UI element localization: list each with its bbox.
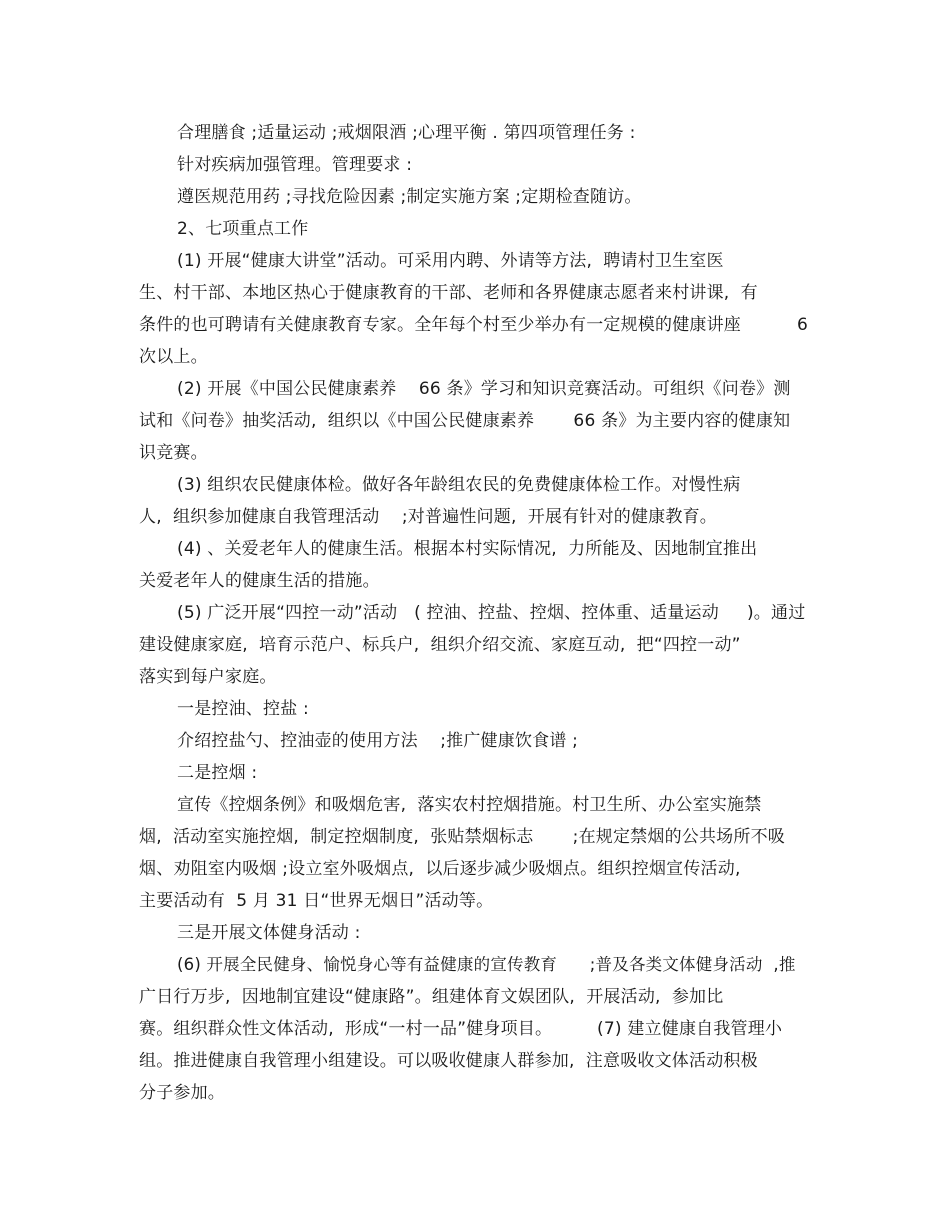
text-line: 宣传《控烟条例》和吸烟危害, 落实农村控烟措施。村卫生所、办公室实施禁 [177,795,762,815]
text-line: 人, 组织参加健康自我管理活动 ;对普遍性问题, 开展有针对的健康教育。 [139,507,717,527]
text-line: (4) 、关爱老年人的健康生活。根据本村实际情况, 力所能及、因地制宜推出 [177,539,758,559]
text-line: 分子参加。 [139,1083,225,1103]
text-line: 识竞赛。 [139,443,208,463]
text-line: 遵医规范用药 ;寻找危险因素 ;制定实施方案 ;定期检查随访。 [177,187,642,207]
text-line: 一是控油、控盐 : [177,699,309,719]
text-line: 合理膳食 ;适量运动 ;戒烟限酒 ;心理平衡 . 第四项管理任务 : [177,123,636,143]
text-line: 二是控烟 : [177,763,258,783]
text-line: 赛。组织群众性文体活动, 形成“一村一品”健身项目。 (7) 建立健康自我管理小 [139,1019,783,1039]
text-line: 条件的也可聘请有关健康教育专家。全年每个村至少举办有一定规模的健康讲座 6 [139,315,809,335]
text-line: 建设健康家庭, 培育示范户、标兵户, 组织介绍交流、家庭互动, 把“四控一动” [139,635,741,655]
text-line: 主要活动有 5 月 31 日“世界无烟日”活动等。 [139,891,494,911]
text-line: 次以上。 [139,347,208,367]
text-line: 广日行万步, 因地制宜建设“健康路”。组建体育文娱团队, 开展活动, 参加比 [139,987,724,1007]
text-line: 烟、劝阻室内吸烟 ;设立室外吸烟点, 以后逐步减少吸烟点。组织控烟宣传活动, [139,859,741,879]
text-line: 生、村干部、本地区热心于健康教育的干部、老师和各界健康志愿者来村讲课, 有 [139,283,758,303]
text-line: 落实到每户家庭。 [139,667,277,687]
text-line: (3) 组织农民健康体检。做好各年龄组农民的免费健康体检工作。对慢性病 [177,475,741,495]
text-line: (1) 开展“健康大讲堂”活动。可采用内聘、外请等方法, 聘请村卫生室医 [177,251,724,271]
text-line: (6) 开展全民健身、愉悦身心等有益健康的宣传教育 ;普及各类文体健身活动 ,推 [177,955,796,974]
section-heading: 2、七项重点工作 [177,219,309,239]
text-line: 三是开展文体健身活动 : [177,923,361,943]
text-line: 烟, 活动室实施控烟, 制定控烟制度, 张贴禁烟标志 ;在规定禁烟的公共场所不吸 [139,827,785,847]
text-line: 试和《问卷》抽奖活动, 组织以《中国公民健康素养 66 条》为主要内容的健康知 [139,411,791,431]
text-line: (2) 开展《中国公民健康素养 66 条》学习和知识竞赛活动。可组织《问卷》测 [177,379,791,399]
text-line: 关爱老年人的健康生活的措施。 [139,571,380,591]
text-line: 针对疾病加强管理。管理要求 : [177,155,413,175]
text-line: 组。推进健康自我管理小组建设。可以吸收健康人群参加, 注意吸收文体活动积极 [139,1051,758,1071]
text-line: 介绍控盐勺、控油壶的使用方法 ;推广健康饮食谱 ; [177,731,579,751]
text-line: (5) 广泛开展“四控一动”活动 ( 控油、控盐、控烟、控体重、适量运动 )。通过 [177,603,806,623]
